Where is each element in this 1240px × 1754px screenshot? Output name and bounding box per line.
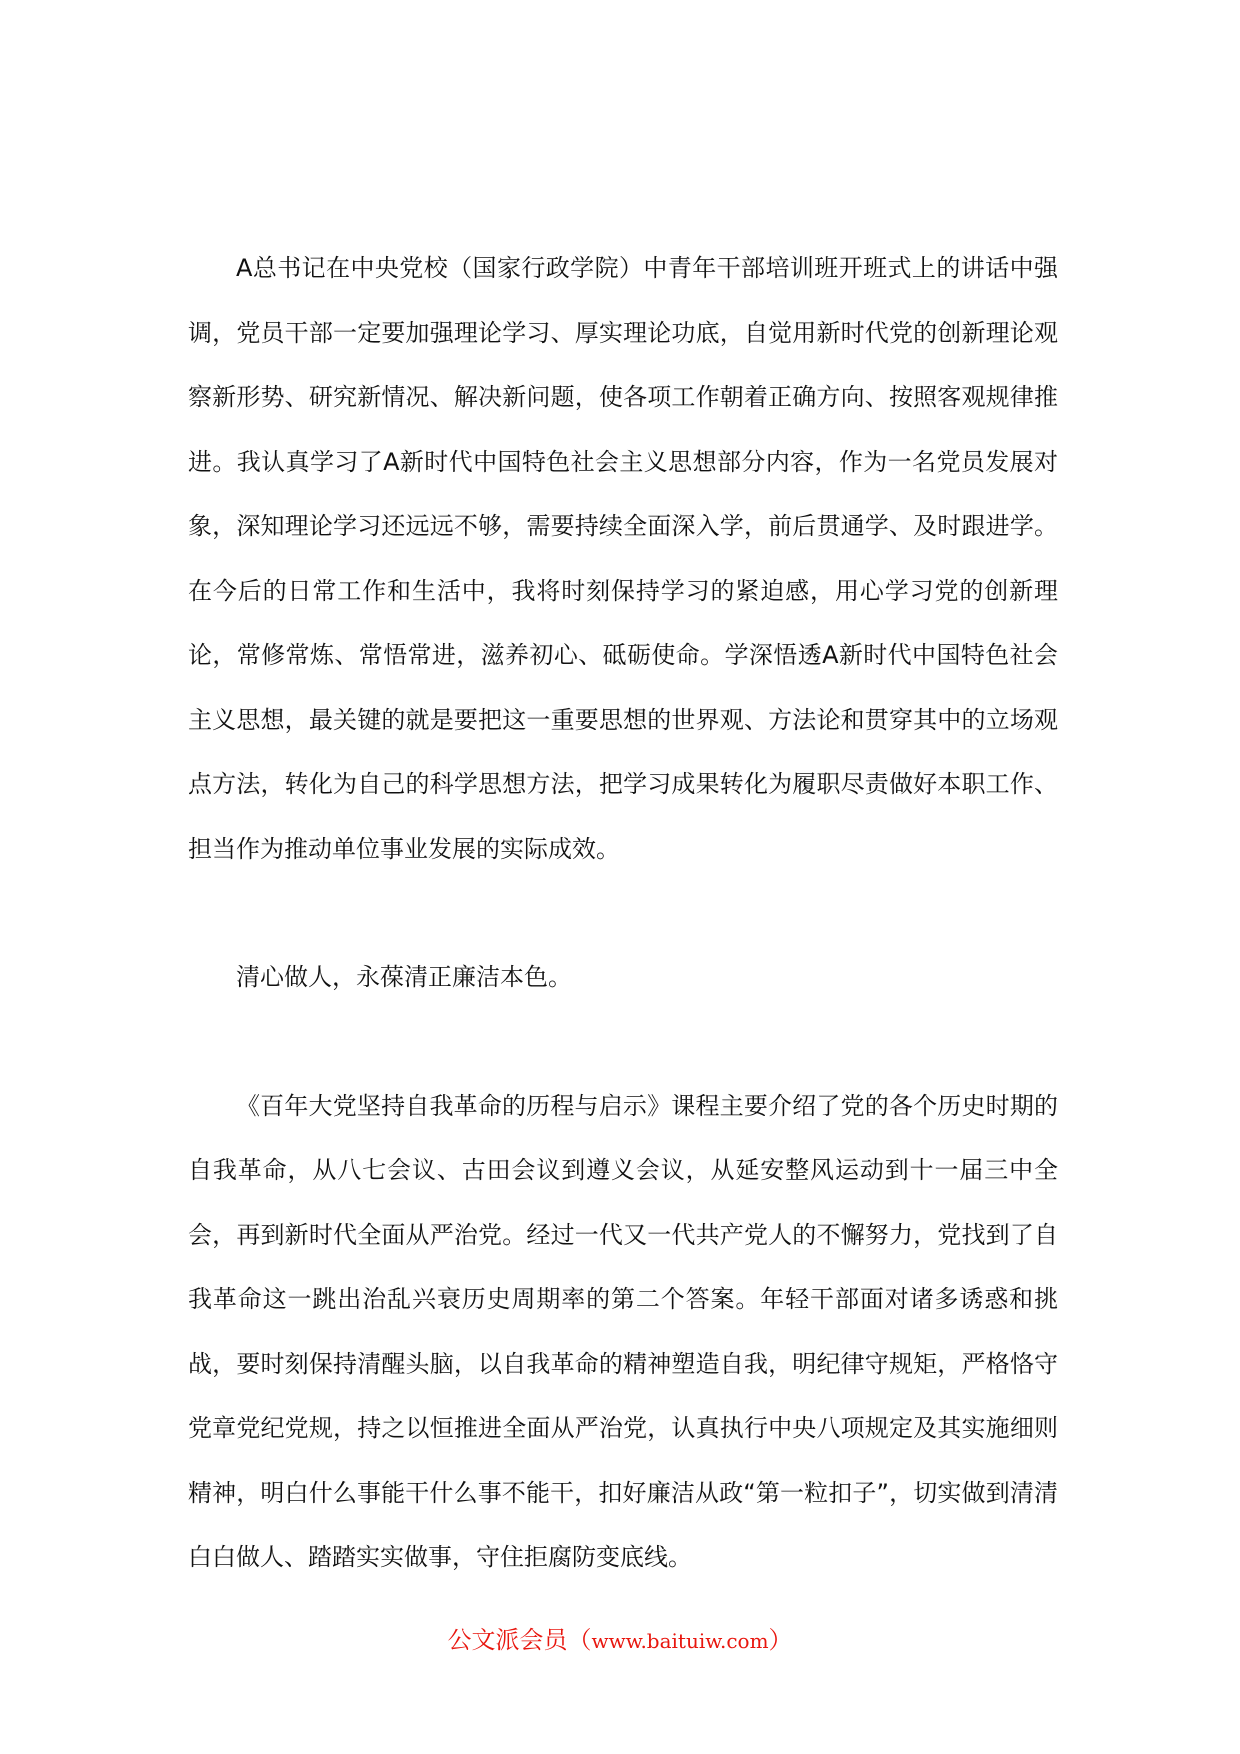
paragraph-theory-study: A总书记在中央党校（国家行政学院）中青年干部培训班开班式上的讲话中强调，党员干部一定要加强理论学习、厚实理论功底，自觉用新时代党的创新理论观察新形势、研究新情况、解决新问题，使各项工作朝着正确方向、按照客观规律推进。我认真学习了A新时代中国特色社会主义思想部分内容，作为一名党员发展对象，深知理论学习还远远不够，需要持续全面深入学，前后贯通学、及时跟进学。在今后的日常工作和生活中，我将时刻保持学习的紧迫感，用心学习党的创新理论，常修常炼、常悟常进，滋养初心、砥砺使命。学深悟透A新时代中国特色社会主义思想，最关键的就是要把这一重要思想的世界观、方法论和贯穿其中的立场观点方法，转化为自己的科学思想方法，把学习成果转化为履职尽责做好本职工作、担当作为推动单位事业发展的实际成效。 <box>188 254 1058 863</box>
document-body <box>188 236 1058 1590</box>
footer-url: www.baituiw.com <box>591 1629 769 1653</box>
paragraph-self-revolution: 《百年大党坚持自我革命的历程与启示》课程主要介绍了党的各个历史时期的自我革命，从八七会议、古田会议到遵义会议，从延安整风运动到十一届三中全会，再到新时代全面从严治党。经过一代又一代共产党人的不懈努力，党找到了自我革命这一跳出治乱兴衰历史周期率的第二个答案。年轻干部面对诸多诱惑和挑战，要时刻保持清醒头脑，以自我革命的精神塑造自我，明纪律守规矩，严格恪守党章党纪党规，持之以恒推进全面从严治党，认真执行中央八项规定及其实施细则精神，明白什么事能干什么事不能干，扣好廉洁从政“第一粒扣子”，切实做到清清白白做人、踏踏实实做事，守住拒腐防变底线。 <box>188 1091 1058 1571</box>
footer-suffix: ） <box>768 1626 793 1654</box>
footer-watermark <box>0 1620 1240 1661</box>
footer-prefix: 公文派会员（ <box>447 1626 592 1654</box>
paragraph-heading-integrity: 清心做人，永葆清正廉洁本色。 <box>236 963 572 991</box>
